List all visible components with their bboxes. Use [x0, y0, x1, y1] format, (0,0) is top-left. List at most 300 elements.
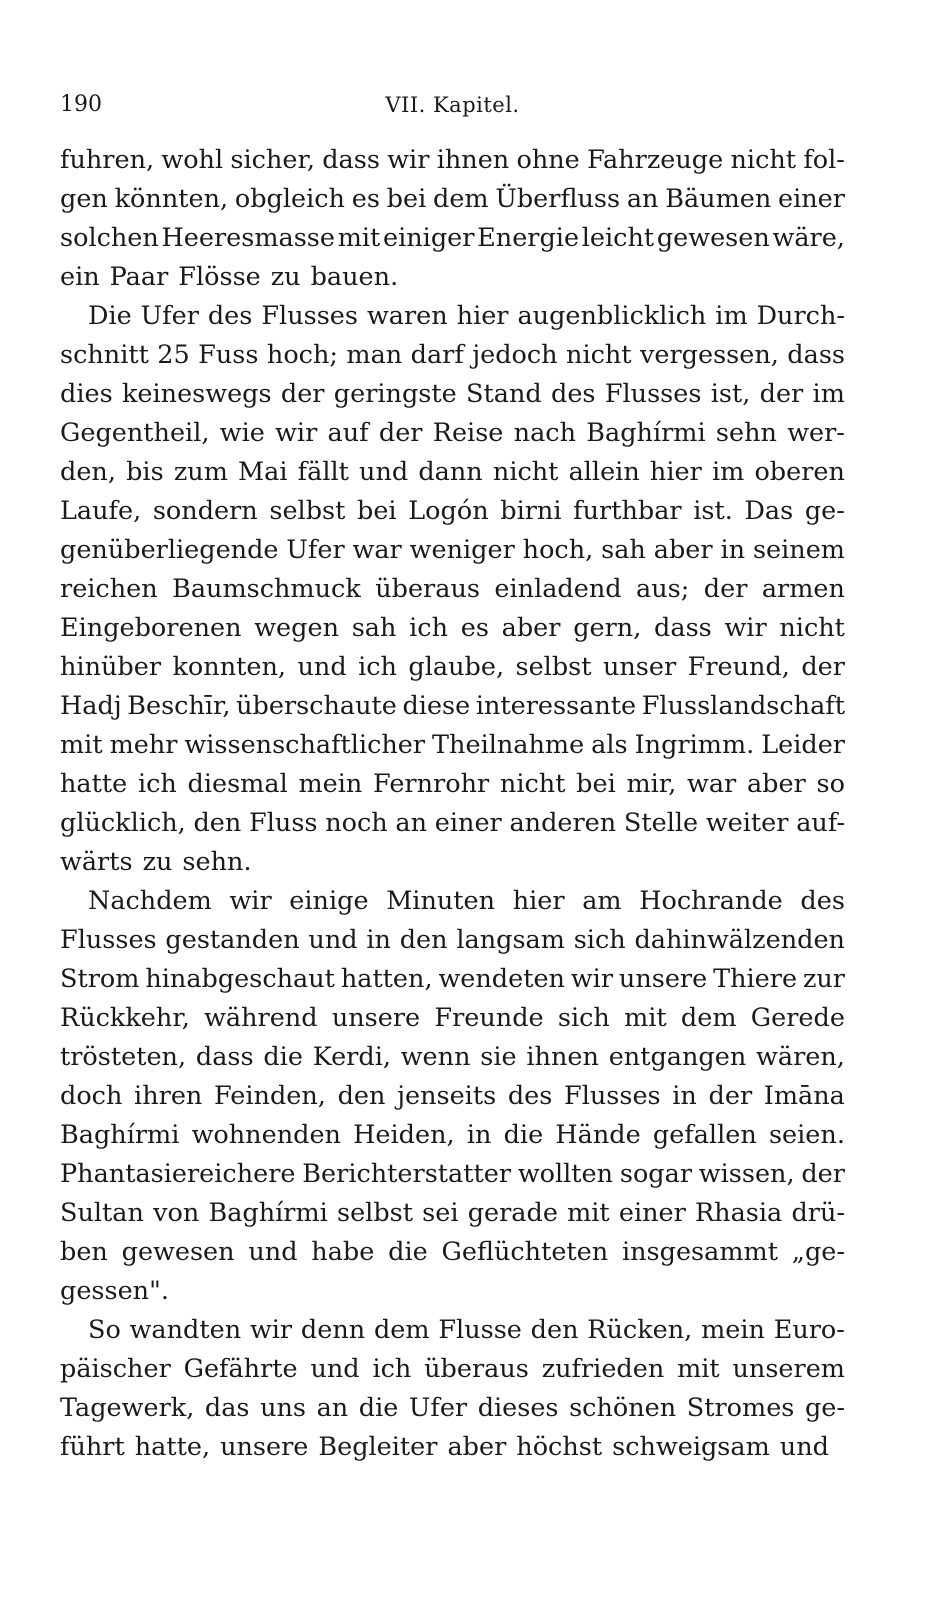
word: der — [708, 1081, 753, 1111]
word: hier — [456, 301, 509, 331]
word: waren — [366, 301, 448, 331]
word: mit — [624, 1003, 667, 1033]
word: Flusses — [564, 1081, 661, 1111]
text-line — [60, 531, 845, 570]
word: Baghírmi — [60, 1120, 180, 1150]
word: der — [759, 379, 804, 409]
word: man — [346, 340, 403, 370]
text-line — [60, 297, 845, 336]
word: selbst — [515, 652, 592, 682]
word: sehn. — [182, 847, 252, 877]
word: in — [466, 1120, 492, 1150]
word: und — [308, 925, 358, 955]
text-line — [60, 1311, 845, 1350]
word: nach — [513, 418, 576, 448]
word: höchst — [516, 1432, 603, 1462]
word: ge- — [804, 1393, 845, 1423]
word: hier — [512, 886, 565, 916]
word: hinüber — [60, 652, 162, 682]
word: wer- — [787, 418, 845, 448]
word: und — [310, 1354, 360, 1384]
word: Das — [744, 496, 794, 526]
word: wollten — [517, 1159, 614, 1189]
word: „ge- — [791, 1237, 845, 1267]
word: sah — [351, 613, 397, 643]
word: am — [582, 886, 622, 916]
word: Phantasiereichere — [60, 1159, 296, 1189]
word: sehn — [715, 418, 777, 448]
word: Die — [88, 301, 132, 331]
word: der — [801, 652, 845, 682]
word: Geflüchteten — [441, 1237, 609, 1267]
word: Durch- — [756, 301, 845, 331]
word: des — [551, 379, 596, 409]
word: ben — [60, 1237, 108, 1267]
text-line — [60, 336, 845, 375]
word: Freund, — [687, 652, 790, 682]
word: auf — [327, 418, 369, 448]
word: schnitt — [60, 340, 149, 370]
word: wir — [249, 1315, 293, 1345]
word: augenblicklich — [517, 301, 707, 331]
text-line — [60, 765, 845, 804]
word: überaus — [375, 574, 480, 604]
word: einladend — [494, 574, 622, 604]
word: Fuss — [198, 340, 259, 370]
word: Gefährte — [183, 1354, 298, 1384]
text-line — [60, 687, 845, 726]
word: sah — [601, 535, 646, 565]
word: der — [378, 418, 423, 448]
word: Eingeborenen — [60, 613, 242, 643]
word: wohnenden — [191, 1120, 341, 1150]
word: gessen". — [60, 1276, 169, 1306]
word: den — [530, 1315, 579, 1345]
word: weiter — [705, 808, 789, 838]
word: jenseits — [397, 1081, 497, 1111]
word: Leider — [761, 730, 845, 760]
word: sicher, — [230, 145, 315, 175]
word: unserem — [732, 1354, 845, 1384]
word: wir — [275, 418, 318, 448]
word: zufrieden — [541, 1354, 665, 1384]
word: und — [359, 457, 409, 487]
word: glaube, — [408, 652, 505, 682]
word: Flusses — [261, 301, 358, 331]
word: auf- — [796, 808, 845, 838]
word: war — [352, 535, 402, 565]
word: der — [280, 379, 325, 409]
word: ihnen — [526, 1042, 599, 1072]
word: päischer — [60, 1354, 171, 1384]
word: birni — [500, 496, 562, 526]
word: furthbar — [573, 496, 682, 526]
word: sich — [557, 1003, 610, 1033]
word: im — [711, 457, 745, 487]
word: unsere — [331, 1003, 421, 1033]
word: von — [153, 1198, 200, 1228]
word: als — [591, 730, 628, 760]
word: Gegentheil, — [60, 418, 210, 448]
word: gen — [60, 184, 108, 214]
text-line — [60, 648, 845, 687]
word: habe — [311, 1237, 375, 1267]
word: Baumschmuck — [172, 574, 361, 604]
text-line — [60, 999, 845, 1038]
word: an — [395, 808, 428, 838]
word: Beschīr, — [127, 691, 231, 721]
word: überschaute — [236, 691, 397, 721]
word: den — [193, 808, 242, 838]
word: schweigsam — [612, 1432, 770, 1462]
word: aber — [501, 613, 561, 643]
word: seien. — [768, 1120, 845, 1150]
word: Hochrande — [639, 886, 783, 916]
text-line — [60, 453, 845, 492]
text-line — [60, 1077, 845, 1116]
word: und — [248, 1237, 298, 1267]
word: ich — [409, 613, 449, 643]
word: führt — [60, 1432, 125, 1462]
word: konnten, — [172, 652, 287, 682]
word: ihnen — [436, 145, 510, 175]
word: Gerede — [750, 1003, 845, 1033]
word: wir — [387, 145, 430, 175]
text-line — [60, 1428, 845, 1467]
word: einer — [618, 1198, 686, 1228]
word: Flusse — [438, 1315, 522, 1345]
word: uns — [260, 1393, 306, 1423]
word: So — [88, 1315, 121, 1345]
word: Stromes — [686, 1393, 795, 1423]
word: zu — [142, 847, 173, 877]
word: solchen — [60, 223, 159, 253]
word: an — [316, 1393, 349, 1423]
word: wendeten — [438, 964, 565, 994]
word: Kerdi, — [312, 1042, 391, 1072]
word: in — [366, 925, 391, 955]
word: und — [779, 1432, 829, 1462]
word: armen — [761, 574, 845, 604]
word: wir — [570, 964, 614, 994]
word: bei — [386, 184, 427, 214]
text-line — [60, 492, 845, 531]
word: wegen — [254, 613, 339, 643]
word: doch — [60, 1081, 123, 1111]
word: einer — [434, 808, 502, 838]
word: interessante — [475, 691, 637, 721]
word: Hände — [555, 1120, 641, 1150]
word: aber — [447, 1432, 507, 1462]
word: mit — [677, 1354, 720, 1384]
word: Flösse — [178, 262, 261, 292]
word: dem — [433, 184, 489, 214]
word: drü- — [791, 1198, 845, 1228]
word: keineswegs — [121, 379, 272, 409]
text-line — [60, 141, 845, 180]
word: ich — [358, 652, 397, 682]
word: ge- — [804, 496, 845, 526]
word: ist. — [693, 496, 733, 526]
word: Fluss — [249, 808, 318, 838]
word: Mai — [238, 457, 288, 487]
word: Flusses — [60, 925, 157, 955]
word: dies — [60, 379, 113, 409]
word: Tagewerk, — [60, 1393, 195, 1423]
word: die — [388, 1237, 428, 1267]
word: gestanden — [165, 925, 300, 955]
word: dass — [787, 340, 845, 370]
word: zu — [270, 262, 301, 292]
word: mit — [337, 223, 381, 253]
text-line — [60, 960, 845, 999]
word: hoch, — [522, 535, 594, 565]
word: Logón — [408, 496, 489, 526]
word: glücklich, — [60, 808, 186, 838]
word: mit — [60, 730, 103, 760]
word: weniger — [409, 535, 515, 565]
text-line — [60, 804, 845, 843]
text-line — [60, 1116, 845, 1155]
word: trösteten, — [60, 1042, 187, 1072]
word: sei — [422, 1198, 459, 1228]
word: Hadj — [60, 691, 122, 721]
word: nicht — [566, 340, 632, 370]
text-line — [60, 1038, 845, 1077]
word: es — [351, 184, 380, 214]
word: im — [812, 379, 845, 409]
word: in — [672, 1081, 697, 1111]
word: ihren — [134, 1081, 203, 1111]
word: unsere — [618, 964, 708, 994]
word: wohl — [161, 145, 224, 175]
text-line — [60, 375, 845, 414]
word: dass — [195, 1042, 254, 1072]
word: nicht — [492, 457, 559, 487]
word: einer — [778, 184, 845, 214]
word: Rücken, — [587, 1315, 693, 1345]
word: Sultan — [60, 1198, 144, 1228]
text-line — [60, 1389, 845, 1428]
word: das — [204, 1393, 250, 1423]
text-line — [60, 570, 845, 609]
word: ein — [60, 262, 100, 292]
word: den — [399, 925, 448, 955]
word: unsere — [220, 1432, 309, 1462]
word: dem — [680, 1003, 737, 1033]
word: Baghírmi — [586, 418, 706, 448]
word: vergessen, — [639, 340, 779, 370]
word: 25 — [157, 340, 190, 370]
word: gern, — [573, 613, 642, 643]
word: entgangen — [608, 1042, 747, 1072]
word: aber — [653, 535, 713, 565]
text-line — [60, 180, 845, 219]
word: leicht — [581, 223, 655, 253]
word: die — [263, 1042, 303, 1072]
word: bei — [576, 769, 616, 799]
word: denn — [300, 1315, 366, 1345]
word: Stand — [466, 379, 542, 409]
word: Ufer — [286, 535, 345, 565]
word: an — [626, 184, 659, 214]
text-line — [60, 258, 845, 297]
word: mit — [567, 1198, 610, 1228]
word: sondern — [152, 496, 258, 526]
word: wärts — [60, 847, 133, 877]
word: Minuten — [386, 886, 496, 916]
word: Freunde — [434, 1003, 544, 1033]
word: des — [207, 301, 253, 331]
word: zur — [802, 964, 845, 994]
word: bauen. — [310, 262, 399, 292]
word: mein — [298, 769, 363, 799]
word: Stelle — [623, 808, 699, 838]
word: Thiere — [713, 964, 798, 994]
word: allein — [568, 457, 640, 487]
word: sie — [480, 1042, 517, 1072]
word: Euro- — [773, 1315, 845, 1345]
word: dass — [322, 145, 380, 175]
word: wie — [219, 418, 265, 448]
word: Reise — [432, 418, 504, 448]
word: Strom — [60, 964, 140, 994]
word: der — [703, 574, 748, 604]
text-line — [60, 609, 845, 648]
word: Ingrimm. — [634, 730, 755, 760]
word: wir — [229, 886, 272, 916]
word: Flusslandschaft — [641, 691, 845, 721]
word: Feinden, — [214, 1081, 326, 1111]
word: während — [204, 1003, 318, 1033]
word: nicht — [499, 769, 566, 799]
word: Nachdem — [88, 886, 212, 916]
word: hinabgeschaut — [145, 964, 335, 994]
word: hatten, — [340, 964, 433, 994]
word: noch — [325, 808, 388, 838]
word: einige — [289, 886, 369, 916]
word: mir, — [626, 769, 677, 799]
word: Imāna — [763, 1081, 845, 1111]
word: wir — [724, 613, 767, 643]
word: fuhren, — [60, 145, 155, 175]
word: überaus — [424, 1354, 529, 1384]
word: wäre, — [772, 223, 845, 253]
word: wissenschaftlicher — [184, 730, 426, 760]
word: selbst — [269, 496, 346, 526]
word: und — [297, 652, 347, 682]
word: so — [816, 769, 845, 799]
text-line — [60, 1155, 845, 1194]
word: geringste — [333, 379, 457, 409]
running-head — [60, 90, 845, 124]
word: es — [460, 613, 489, 643]
word: aber — [746, 769, 806, 799]
word: wissen, — [698, 1159, 795, 1189]
word: Paar — [109, 262, 169, 292]
text-line — [60, 843, 845, 882]
word: Bäumen — [665, 184, 772, 214]
word: Begleiter — [318, 1432, 438, 1462]
word: Baghírmi — [208, 1198, 328, 1228]
word: reichen — [60, 574, 158, 604]
word: war — [687, 769, 737, 799]
word: mein — [701, 1315, 765, 1345]
page-number: 190 — [60, 92, 102, 117]
text-line — [60, 726, 845, 765]
word: die — [503, 1120, 544, 1150]
text-line — [60, 921, 845, 960]
word: Ufer — [408, 1393, 468, 1423]
text-line — [60, 882, 845, 921]
word: selbst — [337, 1198, 413, 1228]
word: des — [800, 886, 845, 916]
word: dieses — [477, 1393, 559, 1423]
word: im — [715, 301, 748, 331]
word: bis — [126, 457, 164, 487]
word: dass — [654, 613, 712, 643]
word: fällt — [297, 457, 349, 487]
word: darf — [410, 340, 464, 370]
word: hier — [649, 457, 702, 487]
word: Heeresmasse — [161, 223, 335, 253]
word: obgleich — [234, 184, 345, 214]
word: jedoch — [472, 340, 558, 370]
word: Rückkehr, — [60, 1003, 190, 1033]
word: nicht — [779, 613, 845, 643]
word: Energie — [477, 223, 580, 253]
text-line — [60, 1233, 845, 1272]
word: gerade — [467, 1198, 558, 1228]
word: Ufer — [140, 301, 199, 331]
word: die — [358, 1393, 399, 1423]
word: sich — [573, 925, 626, 955]
word: ich — [137, 769, 177, 799]
word: Heiden, — [353, 1120, 455, 1150]
word: den, — [60, 457, 116, 487]
word: gewesen — [121, 1237, 235, 1267]
word: in — [720, 535, 746, 565]
word: Rhasia — [694, 1198, 783, 1228]
chapter-title: VII. Kapitel. — [385, 93, 520, 117]
word: schönen — [569, 1393, 677, 1423]
word: dahinwälzenden — [634, 925, 845, 955]
word: Theilnahme — [432, 730, 585, 760]
word: insgesammt — [621, 1237, 778, 1267]
text-line — [60, 1350, 845, 1389]
word: Überfluss — [495, 184, 621, 214]
word: hoch; — [266, 340, 338, 370]
word: hatte, — [134, 1432, 211, 1462]
word: langsam — [456, 925, 565, 955]
word: ist, — [710, 379, 751, 409]
word: aus; — [636, 574, 690, 604]
word: Laufe, — [60, 496, 142, 526]
word: wandten — [129, 1315, 242, 1345]
word: hatte — [60, 769, 128, 799]
text-line — [60, 1194, 845, 1233]
word: Berichterstatter — [302, 1159, 512, 1189]
word: nicht — [730, 145, 797, 175]
word: wären, — [756, 1042, 845, 1072]
word: Fahrzeuge — [587, 145, 724, 175]
word: unser — [602, 652, 677, 682]
word: oberen — [754, 457, 845, 487]
word: diesmal — [187, 769, 288, 799]
word: mehr — [109, 730, 178, 760]
word: der — [801, 1159, 845, 1189]
word: dann — [418, 457, 483, 487]
